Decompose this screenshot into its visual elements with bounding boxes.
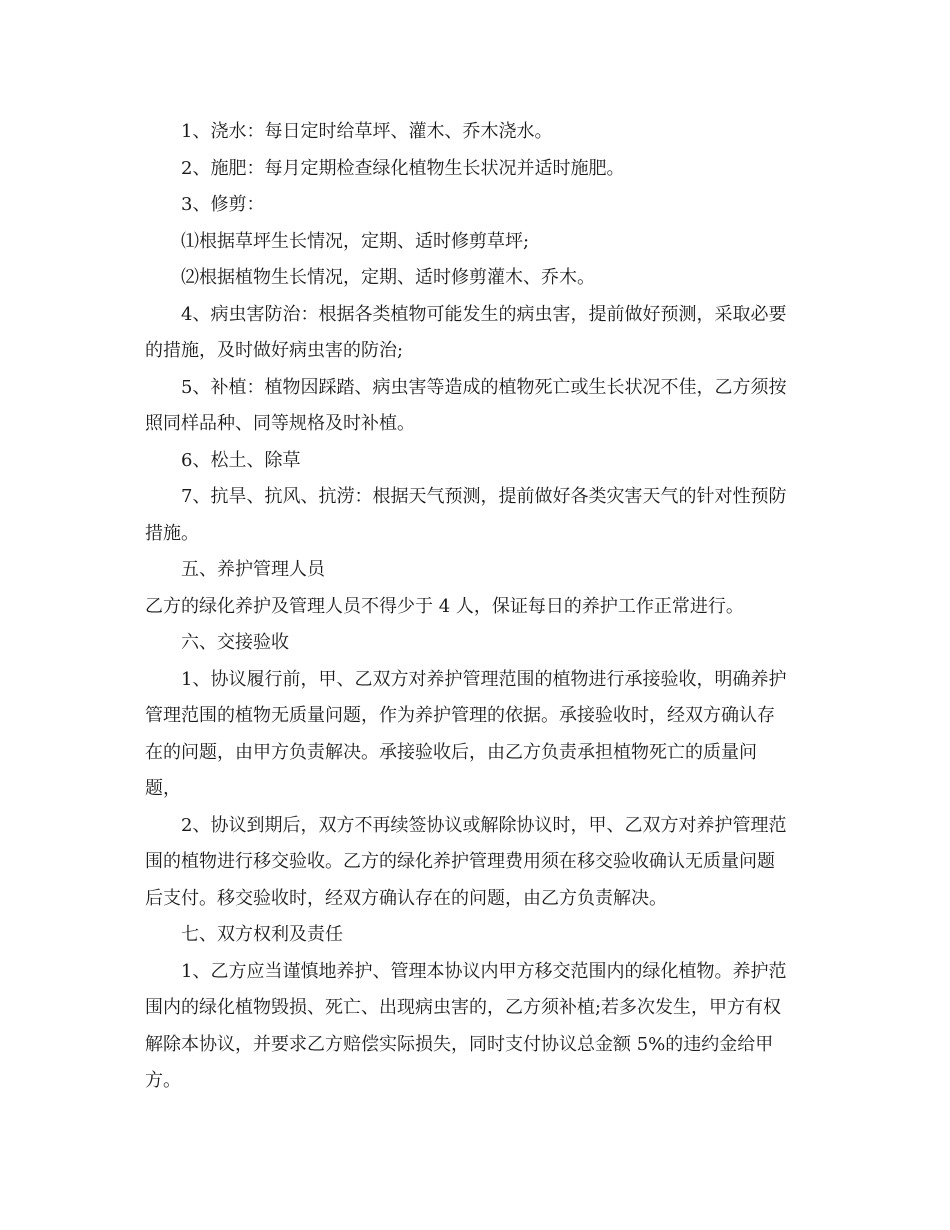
text-line: 1、浇水：每日定时给草坪、灌木、乔木浇水。 [181, 121, 553, 142]
text-line: 2、协议到期后，双方不再续签协议或解除协议时，甲、乙双方对养护管理范 [181, 814, 787, 836]
text-line: 2、施肥：每月定期检查绿化植物生长状况并适时施肥。 [181, 157, 625, 179]
text-line: 解除本协议，并要求乙方赔偿实际损失，同时支付协议总金额 5%的违约金给甲 [145, 1033, 774, 1055]
text-line: 后支付。移交验收时，经双方确认存在的问题，由乙方负责解决。 [145, 887, 667, 909]
text-line: 4、病虫害防治：根据各类植物可能发生的病虫害，提前做好预测，采取必要 [181, 303, 787, 325]
text-line: 1、乙方应当谨慎地养护、管理本协议内甲方移交范围内的绿化植物。养护范 [181, 960, 787, 982]
text-line: 3、修剪： [181, 194, 265, 215]
section-heading: 七、双方权利及责任 [181, 924, 343, 945]
text-line: 照同样品种、同等规格及时补植。 [145, 413, 415, 434]
text-line: 措施。 [145, 522, 199, 544]
text-line: 方。 [145, 1070, 181, 1091]
document-body [145, 114, 810, 1100]
section-heading: 六、交接验收 [181, 632, 289, 653]
text-line: 乙方的绿化养护及管理人员不得少于 4 人，保证每日的养护工作正常进行。 [145, 595, 744, 617]
text-line: 的措施，及时做好病虫害的防治; [145, 340, 404, 361]
text-line: 5、补植：植物因踩踏、病虫害等造成的植物死亡或生长状况不佳，乙方须按 [181, 376, 787, 398]
text-line: 围的植物进行移交验收。乙方的绿化养护管理费用须在移交验收确认无质量问题 [145, 851, 775, 872]
text-line: 6、松土、除草 [181, 449, 301, 471]
text-line: 题， [145, 778, 181, 799]
text-line: 在的问题，由甲方负责解决。承接验收后，由乙方负责承担植物死亡的质量问 [145, 741, 757, 763]
text-line: ⑵根据植物生长情况，定期、适时修剪灌木、乔木。 [181, 267, 595, 288]
text-line: 围内的绿化植物毁损、死亡、出现病虫害的，乙方须补植;若多次发生，甲方有权 [145, 997, 782, 1018]
text-line: 7、抗旱、抗风、抗涝：根据天气预测，提前做好各类灾害天气的针对性预防 [181, 486, 787, 507]
text-line: 1、协议履行前，甲、乙双方对养护管理范围的植物进行承接验收，明确养护 [181, 668, 787, 690]
text-line: 管理范围的植物无质量问题，作为养护管理的依据。承接验收时，经双方确认存 [145, 705, 775, 726]
section-heading: 五、养护管理人员 [181, 559, 325, 580]
text-line: ⑴根据草坪生长情况，定期、适时修剪草坪; [181, 230, 530, 252]
